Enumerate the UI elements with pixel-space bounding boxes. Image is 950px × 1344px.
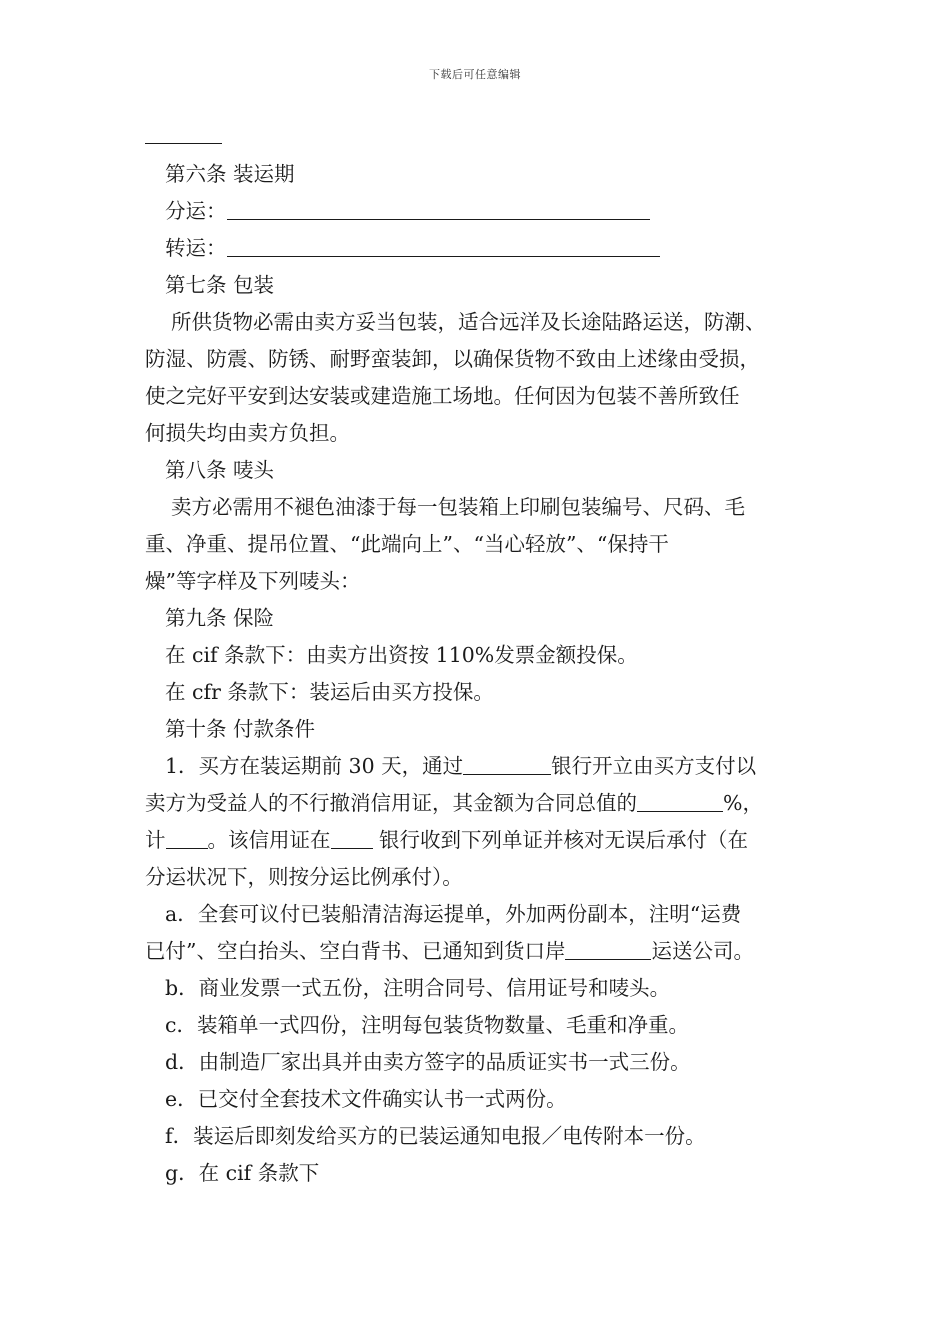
packing-text-line: 所供货物必需由卖方妥当包装，适合远洋及长途陆路运送，防潮、 (171, 310, 766, 334)
fill-in-blank (565, 933, 651, 960)
fill-in-blank (227, 230, 660, 257)
partial-shipment-label: 分运： (165, 199, 227, 223)
payment-text-line (145, 822, 825, 859)
document-item-d: d．由制造厂家出具并由卖方签字的品质证实书一式三份。 (165, 1050, 691, 1074)
article-7-heading: 第七条 包装 (165, 273, 275, 297)
payment-text-line (145, 748, 825, 785)
packing-text-line: 何损失均由卖方负担。 (145, 421, 350, 445)
document-item-e: e．已交付全套技术文件确实认书一式两份。 (165, 1087, 567, 1111)
packing-text-line: 防湿、防震、防锈、耐野蛮装卸，以确保货物不致由上述缘由受损， (145, 347, 760, 371)
payment-text: 1．买方在装运期前 30 天，通过 (165, 754, 464, 778)
marks-text-line: 燥”等字样及下列唛头： (145, 569, 361, 593)
marks-text-line: 重、净重、提吊位置、“此端向上”、“当心轻放”、“保持干 (145, 532, 669, 556)
page-header: 下载后可任意编辑 (429, 68, 521, 81)
insurance-cfr-line: 在 cfr 条款下：装运后由买方投保。 (165, 680, 494, 704)
transshipment-line (145, 230, 825, 267)
item-text: 已付”、空白抬头、空白背书、已通知到货口岸 (145, 939, 566, 963)
fill-in-blank (227, 193, 650, 220)
blank-line (145, 143, 222, 144)
document-body (145, 156, 825, 1192)
fill-in-blank (331, 822, 373, 849)
article-8-heading: 第八条 唛头 (165, 458, 275, 482)
document-item-b: b．商业发票一式五份，注明合同号、信用证号和唛头。 (165, 976, 671, 1000)
document-item-g: g．在 cif 条款下 (165, 1161, 320, 1185)
marks-text-line: 卖方必需用不褪色油漆于每一包装箱上印刷包装编号、尺码、毛 (171, 495, 745, 519)
payment-text: 。该信用证在 (207, 828, 331, 852)
payment-text-line: 分运状况下，则按分运比例承付）。 (145, 865, 463, 889)
fill-in-blank (637, 785, 723, 812)
payment-text: %， (723, 791, 763, 815)
document-item-a-cont (145, 933, 825, 970)
transshipment-label: 转运： (165, 236, 227, 260)
payment-text-line (145, 785, 825, 822)
payment-text: 银行收到下列单证并核对无误后承付（在 (372, 828, 749, 852)
fill-in-blank (463, 748, 551, 775)
partial-shipment-line (145, 193, 825, 230)
payment-text: 银行开立由买方支付以 (551, 754, 757, 778)
document-item-c: c．装箱单一式四份，注明每包装货物数量、毛重和净重。 (165, 1013, 689, 1037)
document-item-a: a．全套可议付已装船清洁海运提单，外加两份副本，注明“运费 (165, 902, 742, 926)
article-6-heading: 第六条 装运期 (165, 162, 295, 186)
payment-text: 计 (145, 828, 166, 852)
item-text: 运送公司。 (651, 939, 754, 963)
article-9-heading: 第九条 保险 (165, 606, 275, 630)
document-item-f: f．装运后即刻发给买方的已装运通知电报／电传附本一份。 (165, 1124, 706, 1148)
insurance-cif-line: 在 cif 条款下：由卖方出资按 110%发票金额投保。 (165, 643, 638, 667)
payment-text: 卖方为受益人的不行撤消信用证，其金额为合同总值的 (145, 791, 637, 815)
packing-text-line: 使之完好平安到达安装或建造施工场地。任何因为包装不善所致任 (145, 384, 740, 408)
fill-in-blank (166, 822, 208, 849)
article-10-heading: 第十条 付款条件 (165, 717, 316, 741)
